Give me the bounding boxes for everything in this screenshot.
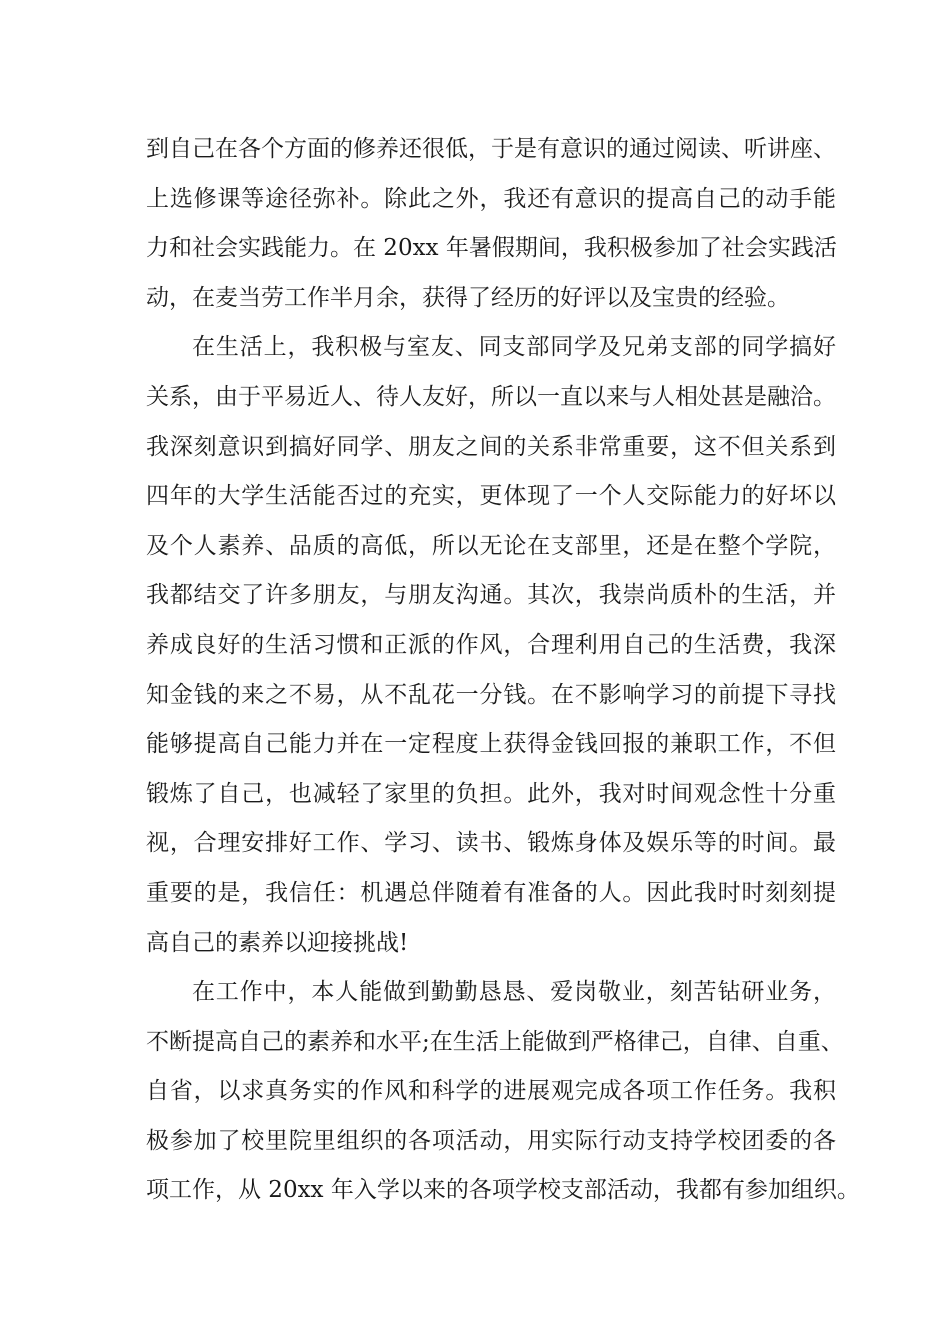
text-line: 锻炼了自己，也减轻了家里的负担。此外，我对时间观念性十分重 bbox=[146, 780, 836, 807]
text-line: 不断提高自己的素养和水平;在生活上能做到严格律己，自律、自重、 bbox=[146, 1028, 844, 1055]
text-line: 到自己在各个方面的修养还很低，于是有意识的通过阅读、听讲座、 bbox=[146, 136, 836, 162]
text-line: 上选修课等途径弥补。除此之外，我还有意识的提高自己的动手能 bbox=[146, 185, 836, 212]
text-line: 我都结交了许多朋友，与朋友沟通。其次，我崇尚质朴的生活，并 bbox=[146, 582, 836, 609]
text-line: 动，在麦当劳工作半月余，获得了经历的好评以及宝贵的经验。 bbox=[146, 284, 790, 311]
text-line: 极参加了校里院里组织的各项活动，用实际行动支持学校团委的各 bbox=[146, 1127, 836, 1154]
text-line: 项工作，从 20xx 年入学以来的各项学校支部活动，我都有参加组织。 bbox=[146, 1177, 860, 1204]
paragraph bbox=[146, 968, 860, 1216]
paragraph-list bbox=[146, 125, 860, 1216]
text-line: 在工作中，本人能做到勤勤恳恳、爱岗敬业，刻苦钻研业务， bbox=[192, 979, 836, 1006]
body-text bbox=[146, 125, 860, 1216]
text-line: 养成良好的生活习惯和正派的作风，合理利用自己的生活费，我深 bbox=[146, 631, 836, 658]
text-line: 我深刻意识到搞好同学、朋友之间的关系非常重要，这不但关系到 bbox=[146, 433, 836, 460]
text-line: 视，合理安排好工作、学习、读书、锻炼身体及娱乐等的时间。最 bbox=[146, 830, 836, 857]
text-line: 关系，由于平易近人、待人友好，所以一直以来与人相处甚是融洽。 bbox=[146, 383, 836, 410]
paragraph bbox=[146, 125, 836, 323]
text-line: 自省，以求真务实的作风和科学的进展观完成各项工作任务。我积 bbox=[146, 1078, 836, 1105]
text-line: 力和社会实践能力。在 20xx 年暑假期间，我积极参加了社会实践活 bbox=[146, 235, 837, 262]
text-line: 知金钱的来之不易，从不乱花一分钱。在不影响学习的前提下寻找 bbox=[146, 681, 836, 708]
text-line: 重要的是，我信任：机遇总伴随着有准备的人。因此我时时刻刻提 bbox=[146, 879, 836, 906]
text-line: 在生活上，我积极与室友、同支部同学及兄弟支部的同学搞好 bbox=[192, 334, 836, 361]
text-line: 高自己的素养以迎接挑战! bbox=[146, 929, 409, 956]
text-line: 及个人素养、品质的高低，所以无论在支部里，还是在整个学院， bbox=[146, 532, 836, 559]
text-line: 能够提高自己能力并在一定程度上获得金钱回报的兼职工作，不但 bbox=[146, 731, 836, 758]
paragraph bbox=[146, 323, 836, 968]
text-line: 四年的大学生活能否过的充实，更体现了一个人交际能力的好坏以 bbox=[146, 483, 836, 510]
